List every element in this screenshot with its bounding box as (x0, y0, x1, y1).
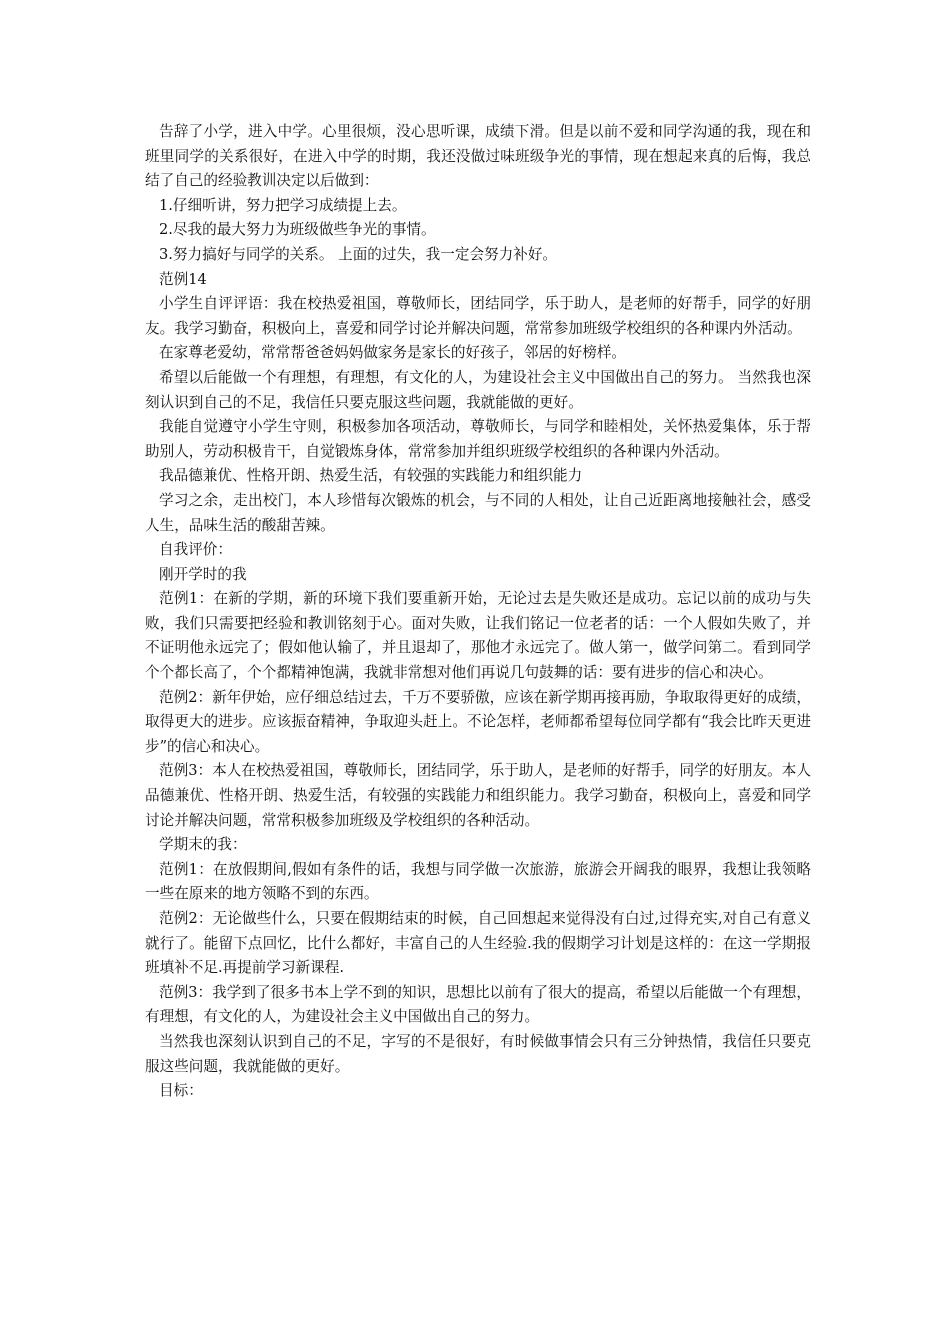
list-item: 2.尽我的最大努力为班级做些争光的事情。 (159, 221, 436, 239)
paragraph: 范例2：无论做些什么，只要在假期结束的时候，自己回想起来觉得没有白过,过得充实,对自己有意义就行了。能留下点回忆，比什么都好，丰富自己的人生经验.我的假期学习计划是这样的：在这一学期报班填补不足.再提前学习新课程. (145, 910, 811, 977)
paragraph: 小学生自评评语：我在校热爱祖国，尊敬师长，团结同学，乐于助人，是老师的好帮手，同学的好朋友。我学习勤奋，积极向上，喜爱和同学讨论并解决问题，常常参加班级学校组织的各种课内外活动。 (145, 295, 811, 337)
paragraph: 范例1：在放假期间,假如有条件的话，我想与同学做一次旅游，旅游会开阔我的眼界，我想让我领略一些在原来的地方领略不到的东西。 (145, 860, 811, 903)
paragraph: 范例3：我学到了很多书本上学不到的知识，思想比以前有了很大的提高，希望以后能做一个有理想，有理想，有文化的人，为建设社会主义中国做出自己的努力。 (145, 983, 811, 1026)
section-heading: 范例14 (159, 270, 207, 288)
document-body (145, 120, 811, 1104)
paragraph: 我品德兼优、性格开朗、热爱生活，有较强的实践能力和组织能力 (159, 467, 583, 485)
section-heading: 目标： (159, 1082, 203, 1100)
paragraph: 在家尊老爱幼，常常帮爸爸妈妈做家务是家长的好孩子，邻居的好榜样。 (159, 344, 627, 362)
paragraph-intro: 告辞了小学，进入中学。心里很烦，没心思听课，成绩下滑。但是以前不爱和同学沟通的我，现在和班里同学的关系很好，在进入中学的时期，我还没做过味班级争光的事情，现在想起来真的后悔，我总结了自己的经验教训决定以后做到： (145, 123, 811, 190)
list-item: 3.努力搞好与同学的关系。 上面的过失，我一定会努力补好。 (159, 245, 558, 263)
paragraph: 范例1：在新的学期，新的环境下我们要重新开始，无论过去是失败还是成功。忘记以前的成功与失败，我们只需要把经验和教训铭刻于心。面对失败，让我们铭记一位老者的话：一个人假如失败了，并不证明他永远完了；假如他认输了，并且退却了，那他才永远完了。做人第一，做学问第二。看到同学个个都长高了，个个都精神饱满，我就非常想对他们再说几句鼓舞的话：要有进步的信心和决心。 (145, 590, 811, 682)
list-item: 1.仔细听讲，努力把学习成绩提上去。 (159, 196, 407, 214)
paragraph: 范例2：新年伊始，应仔细总结过去，千万不要骄傲，应该在新学期再接再励，争取取得更好的成绩，取得更大的进步。应该振奋精神，争取迎头赶上。不论怎样，老师都希望每位同学都有“我会比昨天更进步”的信心和决心。 (145, 688, 811, 755)
paragraph: 当然我也深刻认识到自己的不足，字写的不是很好，有时候做事情会只有三分钟热情，我信任只要克服这些问题，我就能做的更好。 (145, 1032, 811, 1075)
paragraph: 希望以后能做一个有理想，有理想，有文化的人，为建设社会主义中国做出自己的努力。 当然我也深刻认识到自己的不足，我信任只要克服这些问题，我就能做的更好。 (145, 368, 811, 411)
section-heading: 刚开学时的我 (159, 565, 247, 583)
paragraph: 学习之余，走出校门，本人珍惜每次锻炼的机会，与不同的人相处，让自己近距离地接触社会，感受人生，品味生活的酸甜苦辣。 (145, 491, 811, 534)
paragraph: 我能自觉遵守小学生守则，积极参加各项活动，尊敬师长，与同学和睦相处，关怀热爱集体，乐于帮助别人，劳动积极肯干，自觉锻炼身体，常常参加并组织班级学校组织的各种课内外活动。 (145, 418, 811, 460)
paragraph: 范例3：本人在校热爱祖国，尊敬师长，团结同学，乐于助人，是老师的好帮手，同学的好朋友。本人品德兼优、性格开朗、热爱生活，有较强的实践能力和组织能力。我学习勤奋，积极向上，喜爱和同学讨论并解决问题，常常积极参加班级及学校组织的各种活动。 (145, 762, 811, 829)
section-heading: 学期末的我： (159, 836, 247, 854)
section-heading: 自我评价： (159, 541, 232, 559)
